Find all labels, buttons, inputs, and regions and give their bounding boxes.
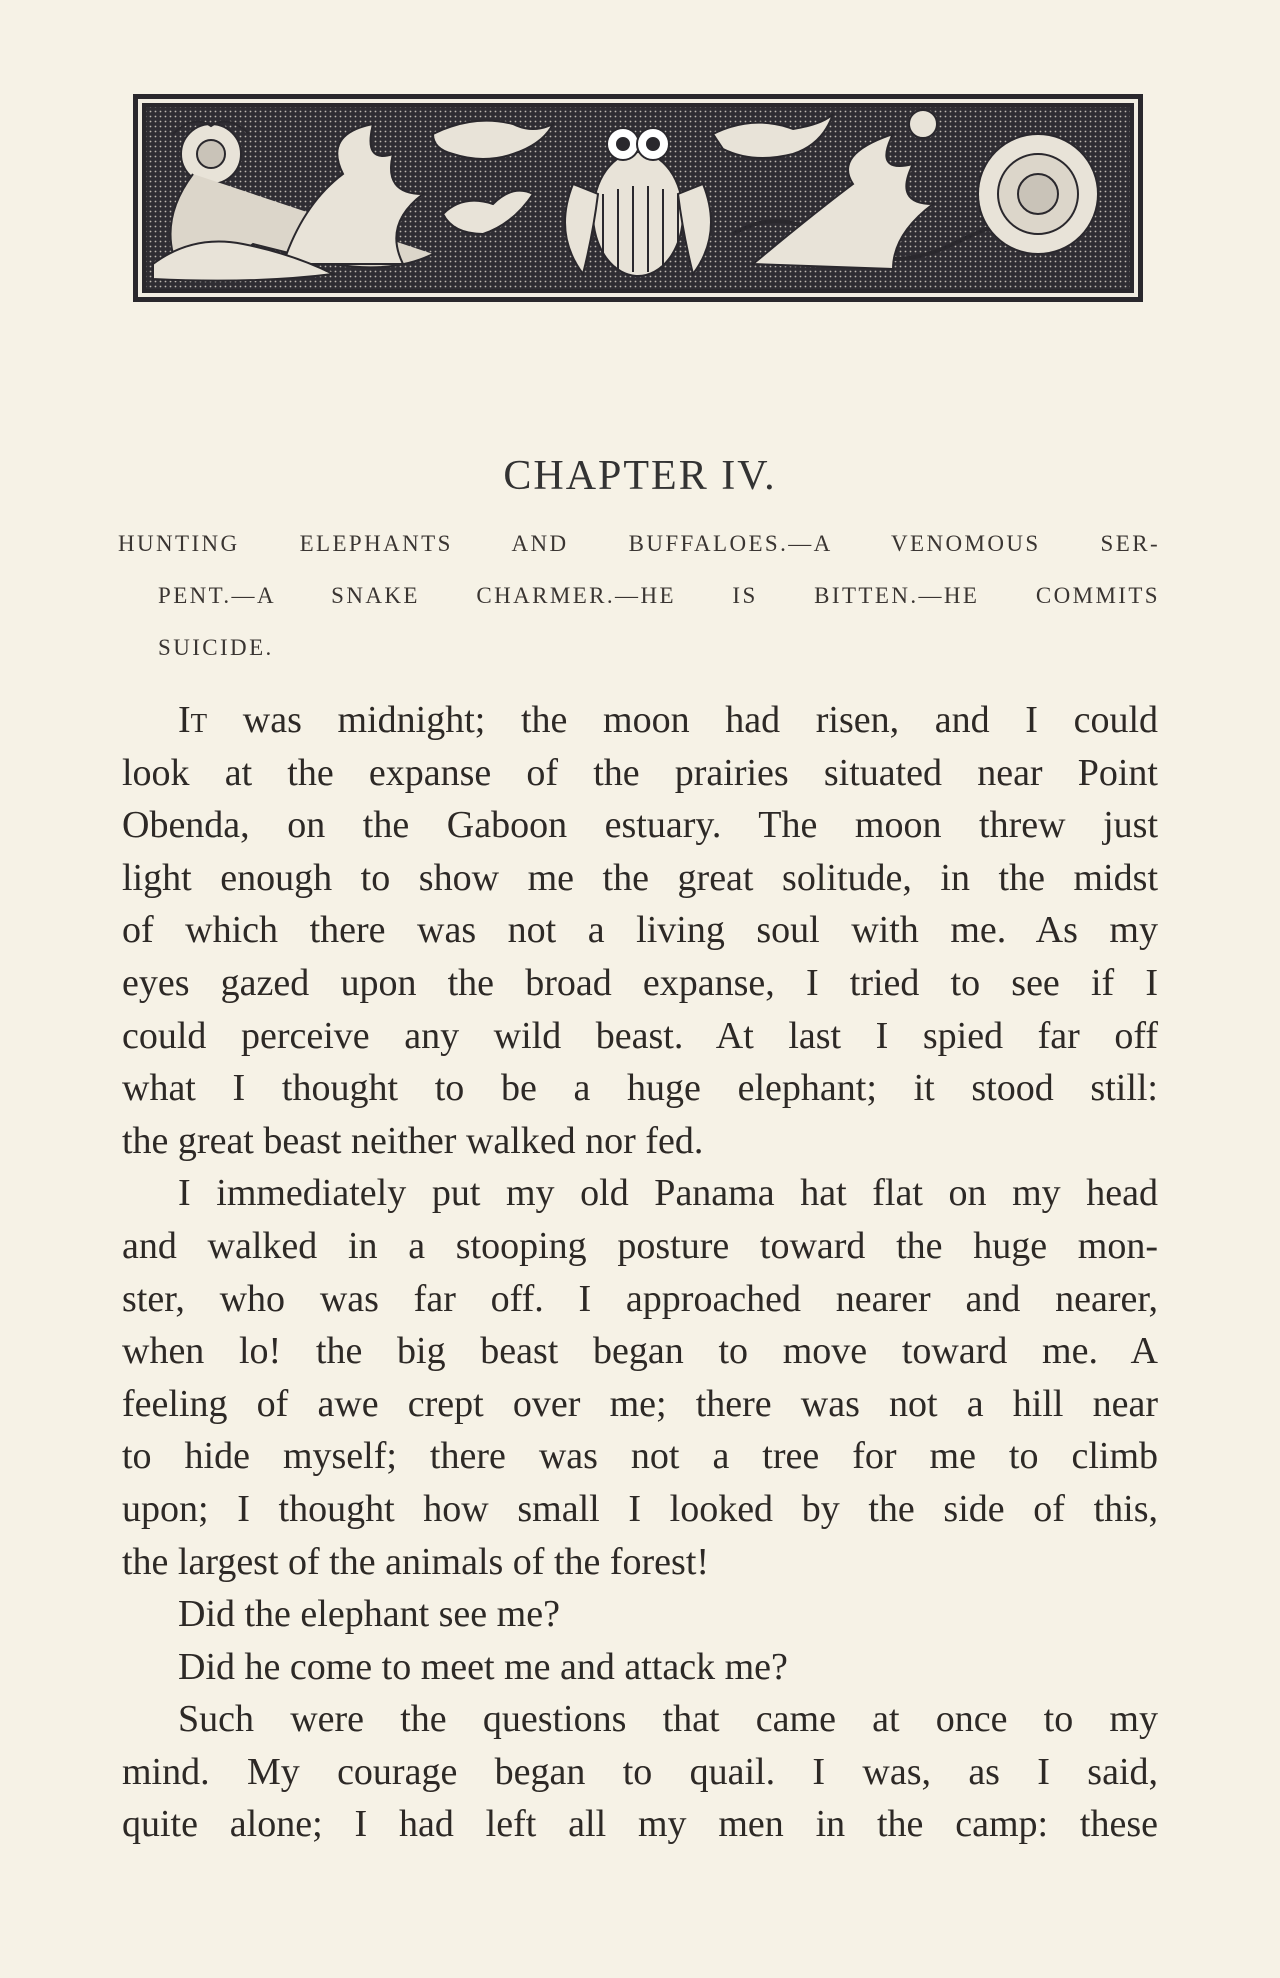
chapter-summary-line: SUICIDE. <box>158 635 274 660</box>
text-line: could perceive any wild beast. At last I spied far off <box>122 1014 1158 1057</box>
text-line: the great beast neither walked nor fed. <box>122 1119 704 1162</box>
text-line: upon; I thought how small I looked by the side of this, <box>122 1487 1158 1530</box>
text-line: mind. My courage began to quail. I was, as I said, <box>122 1750 1158 1793</box>
text-line: light enough to show me the great solitude, in the midst <box>122 856 1158 899</box>
drop-word: It <box>178 699 208 741</box>
text-line: what I thought to be a huge elephant; it stood still: <box>122 1067 1158 1110</box>
decorative-headpiece-banner <box>133 94 1143 302</box>
text-line: to hide myself; there was not a tree for me to climb <box>122 1435 1158 1478</box>
chapter-summary-line: PENT.—A SNAKE CHARMER.—HE IS BITTEN.—HE COMMITS <box>158 583 1160 608</box>
ornament-owl-birds-flowers-icon <box>133 94 1143 302</box>
text-line: and walked in a stooping posture toward the huge mon- <box>122 1224 1158 1267</box>
text-line-rest: was midnight; the moon had risen, and I could <box>207 699 1158 741</box>
text-line: quite alone; I had left all my men in the camp: these <box>122 1803 1158 1846</box>
text-line: ster, who was far off. I approached nearer and nearer, <box>122 1277 1158 1320</box>
text-line <box>122 694 1158 747</box>
text-line: the largest of the animals of the forest! <box>122 1540 710 1583</box>
text-line: Did he come to meet me and attack me? <box>178 1645 788 1688</box>
text-line: Obenda, on the Gaboon estuary. The moon threw just <box>122 804 1158 847</box>
chapter-title: CHAPTER IV. <box>503 453 777 499</box>
text-line: Such were the questions that came at once to my <box>178 1698 1158 1741</box>
text-line: Did the elephant see me? <box>178 1593 560 1636</box>
text-line: I immediately put my old Panama hat flat on my head <box>178 1172 1158 1215</box>
text-line: of which there was not a living soul with me. As my <box>122 909 1158 952</box>
text-line: when lo! the big beast began to move toward me. A <box>122 1330 1158 1373</box>
text-line: feeling of awe crept over me; there was not a hill near <box>122 1382 1158 1425</box>
chapter-summary-line: HUNTING ELEPHANTS AND BUFFALOES.—A VENOMOUS SER- <box>118 531 1160 556</box>
chapter-body-text <box>122 694 1158 1851</box>
text-line: look at the expanse of the prairies situated near Point <box>122 751 1158 794</box>
text-line: eyes gazed upon the broad expanse, I tried to see if I <box>122 961 1158 1004</box>
